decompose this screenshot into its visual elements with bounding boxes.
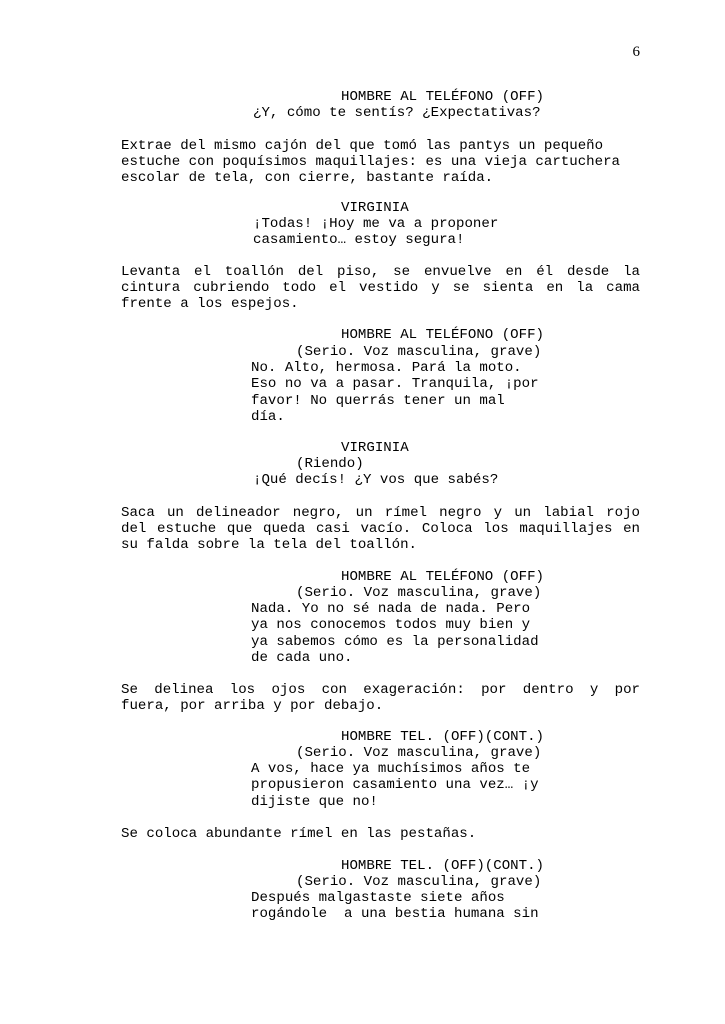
parenthetical: (Riendo): [296, 456, 364, 472]
dialogue-line: casamiento… estoy segura!: [253, 232, 465, 248]
page-number: 6: [632, 44, 640, 60]
dialogue-line: día.: [251, 409, 285, 425]
action-line: del estuche que queda casi vacío. Coloca los maquillajes en: [121, 521, 640, 537]
dialogue-line: rogándole a una bestia humana sin: [251, 906, 539, 922]
action-line: escolar de tela, con cierre, bastante raída.: [121, 170, 494, 186]
dialogue-line: propusieron casamiento una vez… ¡y: [251, 777, 539, 793]
action-line: Levanta el toallón del piso, se envuelve en él desde la: [121, 264, 640, 280]
character-name: HOMBRE AL TELÉFONO (OFF): [341, 327, 544, 343]
character-name: HOMBRE TEL. (OFF)(CONT.): [341, 858, 544, 874]
dialogue-line: ¡Qué decís! ¿Y vos que sabés?: [253, 472, 499, 488]
dialogue-line: favor! No querrás tener un mal: [251, 393, 505, 409]
character-name: VIRGINIA: [341, 440, 409, 456]
dialogue-line: dijiste que no!: [251, 794, 378, 810]
parenthetical: (Serio. Voz masculina, grave): [296, 344, 542, 360]
parenthetical: (Serio. Voz masculina, grave): [296, 874, 542, 890]
dialogue-line: ¿Y, cómo te sentís? ¿Expectativas?: [253, 105, 541, 121]
dialogue-line: ya nos conocemos todos muy bien y: [251, 617, 531, 633]
action-line: fuera, por arriba y por debajo.: [121, 698, 384, 714]
dialogue-line: ¡Todas! ¡Hoy me va a proponer: [253, 216, 499, 232]
character-name: HOMBRE TEL. (OFF)(CONT.): [341, 729, 544, 745]
action-line: Saca un delineador negro, un rímel negro y un labial rojo: [121, 505, 640, 521]
dialogue-line: No. Alto, hermosa. Pará la moto.: [251, 360, 522, 376]
character-name: VIRGINIA: [341, 200, 409, 216]
dialogue-line: de cada uno.: [251, 650, 353, 666]
action-line: frente a los espejos.: [121, 296, 299, 312]
character-name: HOMBRE AL TELÉFONO (OFF): [341, 569, 544, 585]
dialogue-line: Eso no va a pasar. Tranquila, ¡por: [251, 376, 539, 392]
dialogue-line: ya sabemos cómo es la personalidad: [251, 634, 539, 650]
dialogue-line: Nada. Yo no sé nada de nada. Pero: [251, 601, 531, 617]
action-line: Extrae del mismo cajón del que tomó las pantys un pequeño: [121, 138, 604, 154]
dialogue-line: A vos, hace ya muchísimos años te: [251, 761, 531, 777]
parenthetical: (Serio. Voz masculina, grave): [296, 585, 542, 601]
dialogue-line: Después malgastaste siete años: [251, 890, 505, 906]
action-line: cintura cubriendo todo el vestido y se sienta en la cama: [121, 280, 640, 296]
character-name: HOMBRE AL TELÉFONO (OFF): [341, 89, 544, 105]
parenthetical: (Serio. Voz masculina, grave): [296, 745, 542, 761]
action-line: Se coloca abundante rímel en las pestañas.: [121, 826, 477, 842]
action-line: su falda sobre la tela del toallón.: [121, 537, 418, 553]
action-line: estuche con poquísimos maquillajes: es una vieja cartuchera: [121, 154, 620, 170]
action-line: Se delinea los ojos con exageración: por dentro y por: [121, 682, 640, 698]
